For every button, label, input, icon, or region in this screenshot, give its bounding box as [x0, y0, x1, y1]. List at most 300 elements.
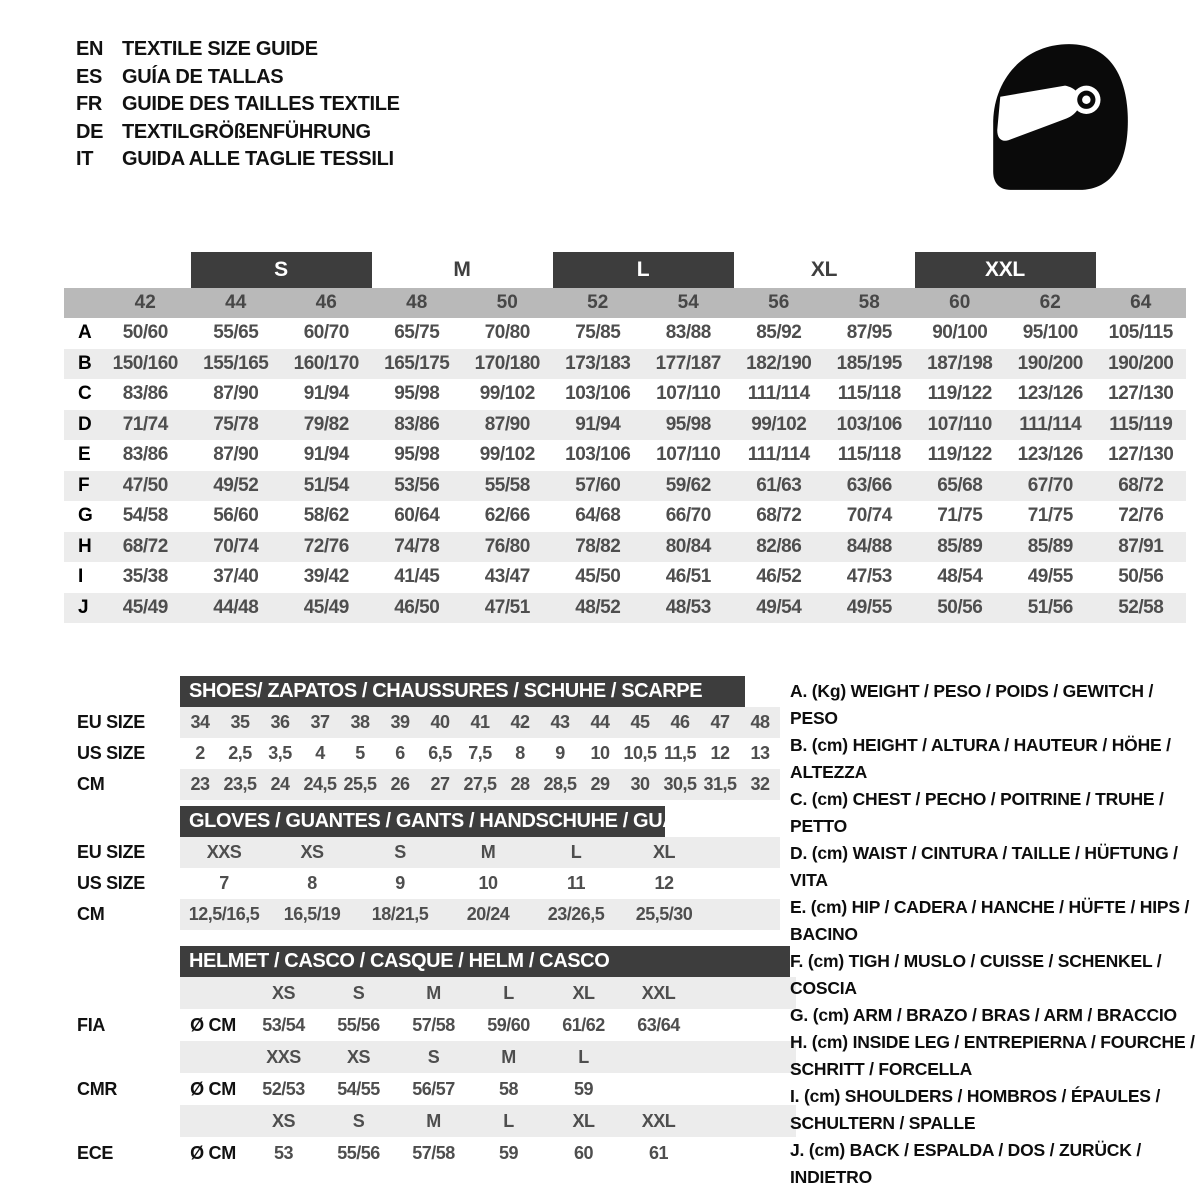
value-cell: 115/118 — [837, 383, 901, 405]
size-number-cell: 62 — [1005, 288, 1096, 318]
value-cell: 2,5 — [228, 743, 252, 763]
value-cell: 127/130 — [1108, 444, 1174, 466]
value-cell: 83/86 — [122, 383, 168, 405]
value-cell: 61 — [648, 1142, 669, 1163]
value-cell: 63/64 — [637, 1014, 680, 1035]
helmet-title-bar: HELMET / CASCO / CASQUE / HELM / CASCO — [180, 946, 790, 977]
row-label: F — [64, 471, 100, 502]
shoes-row — [60, 738, 780, 769]
value-cell: 39/42 — [303, 566, 349, 588]
value-cell: XXL — [641, 1110, 676, 1131]
value-cell: 55/58 — [462, 471, 553, 502]
value-cell: 41/45 — [394, 566, 440, 588]
value-cell: 99/102 — [479, 383, 535, 405]
legend-item: B. (cm) HEIGHT / ALTURA / HAUTEUR / HÖHE / ALTEZZA — [790, 735, 1171, 782]
value-cell: 43 — [550, 712, 570, 732]
value-cell: 95/98 — [394, 383, 440, 405]
language-item — [76, 146, 400, 174]
row-label: C — [78, 383, 92, 405]
row-cells — [180, 837, 780, 868]
value-cell: 119/122 — [927, 444, 992, 466]
value-cell: 87/95 — [846, 322, 892, 344]
language-code: IT — [76, 148, 94, 171]
value-cell: 65/68 — [915, 471, 1006, 502]
value-cell: XXS — [266, 1046, 301, 1067]
size-number-cell: 48 — [372, 288, 463, 318]
language-title: GUÍA DE TALLAS — [122, 65, 284, 88]
value-cell: 70/74 — [191, 532, 282, 563]
row-cells — [180, 1105, 796, 1137]
value-cell: 99/102 — [479, 444, 535, 466]
value-cell: 74/78 — [372, 532, 463, 563]
value-cell: 4 — [315, 743, 325, 763]
value-cell: 99/102 — [734, 410, 825, 441]
value-cell: 47 — [710, 712, 730, 732]
value-cell: 103/106 — [824, 410, 915, 441]
value-cell: 45/49 — [281, 593, 372, 624]
value-cell: 57/58 — [412, 1014, 455, 1035]
value-cell: 54/55 — [337, 1078, 380, 1099]
value-cell: 95/100 — [1022, 322, 1078, 344]
value-cell: 111/114 — [747, 383, 810, 405]
value-cell: 185/195 — [824, 349, 915, 380]
value-cell: XS — [346, 1046, 370, 1067]
language-item — [76, 91, 400, 119]
row-label: E — [78, 444, 91, 466]
size-number-cell: 56 — [734, 288, 825, 318]
size-number-cell: 60 — [915, 288, 1006, 318]
row-gutter-label: US SIZE — [77, 873, 145, 893]
row-label: D — [64, 410, 100, 441]
size-number-cell: 50 — [462, 288, 553, 318]
value-cell: 7,5 — [468, 743, 492, 763]
gloves-table — [60, 806, 780, 930]
value-cell: 107/110 — [656, 383, 721, 405]
value-cell: 64/68 — [575, 505, 621, 527]
value-cell: 13 — [750, 743, 770, 763]
value-cell: XL — [572, 982, 595, 1003]
value-cell: 68/72 — [100, 532, 191, 563]
value-cell: 68/72 — [1096, 471, 1187, 502]
value-cell: 43/47 — [484, 566, 530, 588]
value-cell: 85/89 — [1005, 532, 1096, 563]
row-label: H — [64, 532, 100, 563]
value-cell: 56/57 — [412, 1078, 455, 1099]
row-cells — [180, 868, 780, 899]
value-cell: S — [352, 1110, 365, 1131]
value-cell: 150/160 — [100, 349, 191, 380]
value-cell: 87/90 — [213, 383, 259, 405]
language-title: GUIDA ALLE TAGLIE TESSILI — [122, 148, 394, 171]
size-number-cell: 44 — [191, 288, 282, 318]
value-cell: 91/94 — [303, 444, 349, 466]
row-gutter-label: CM — [77, 774, 105, 794]
value-cell: 75/78 — [191, 410, 282, 441]
value-cell: 5 — [355, 743, 365, 763]
value-cell: L — [503, 982, 514, 1003]
value-cell: 10 — [590, 743, 610, 763]
legend-item: G. (cm) ARM / BRAZO / BRAS / ARM / BRACCIO — [790, 1005, 1177, 1025]
value-cell: 34 — [190, 712, 210, 732]
row-cells — [180, 1137, 796, 1169]
value-cell: 111/114 — [747, 444, 810, 466]
measurement-row — [64, 562, 1186, 593]
value-cell: 177/187 — [643, 349, 734, 380]
value-cell: 29 — [590, 774, 610, 794]
size-number-cell: 58 — [824, 288, 915, 318]
measurement-row — [64, 318, 1186, 349]
value-cell: 119/122 — [927, 383, 992, 405]
value-cell: 12 — [710, 743, 730, 763]
value-cell: 57/60 — [553, 471, 644, 502]
value-cell: 65/75 — [394, 322, 440, 344]
measurement-row — [64, 501, 1186, 532]
value-cell: 91/94 — [303, 383, 349, 405]
legend-item: C. (cm) CHEST / PECHO / POITRINE / TRUHE / PETTO — [790, 789, 1164, 836]
value-cell: 170/180 — [462, 349, 553, 380]
value-cell: S — [427, 1046, 440, 1067]
value-cell: 53/56 — [372, 471, 463, 502]
row-label: I — [78, 566, 84, 588]
value-cell: 190/200 — [1005, 349, 1096, 380]
measurement-legend — [790, 678, 1198, 1191]
row-gutter-label: EU SIZE — [77, 712, 145, 732]
value-cell: 27 — [430, 774, 450, 794]
value-cell: 30,5 — [663, 774, 697, 794]
language-title: TEXTILGRÖßENFÜHRUNG — [122, 120, 371, 143]
value-cell: 51/54 — [281, 471, 372, 502]
value-cell: 20/24 — [466, 904, 510, 924]
value-cell: XS — [271, 982, 295, 1003]
value-cell: 79/82 — [281, 410, 372, 441]
gloves-title-bar: GLOVES / GUANTES / GANTS / HANDSCHUHE / GUANTI — [180, 806, 665, 837]
racing-helmet-icon — [978, 36, 1140, 198]
value-cell: XXL — [641, 982, 676, 1003]
value-cell: 11 — [566, 873, 586, 893]
value-cell: 37 — [310, 712, 330, 732]
measurement-row — [64, 379, 1186, 410]
value-cell: M — [426, 1110, 441, 1131]
value-cell: 28,5 — [543, 774, 577, 794]
measurement-row — [64, 440, 1186, 471]
value-cell: 107/110 — [656, 444, 721, 466]
value-cell: 27,5 — [463, 774, 497, 794]
value-cell: XS — [271, 1110, 295, 1131]
size-group-cell-dark: S — [191, 252, 372, 288]
value-cell: 49/55 — [1027, 566, 1073, 588]
value-cell: 127/130 — [1108, 383, 1174, 405]
value-cell: XS — [300, 842, 324, 862]
value-cell: 52/58 — [1096, 593, 1187, 624]
language-list — [76, 36, 400, 174]
value-cell: 6 — [395, 743, 405, 763]
value-cell: 123/126 — [1017, 383, 1083, 405]
value-cell: S — [394, 842, 406, 862]
value-cell: 46/51 — [665, 566, 711, 588]
size-number-spacer — [64, 288, 100, 318]
language-item — [76, 36, 400, 64]
value-cell: 59 — [573, 1078, 594, 1099]
value-cell: 123/126 — [1017, 444, 1083, 466]
helmet-table — [60, 946, 796, 1169]
size-group-cell: M — [453, 258, 471, 281]
value-cell: 8 — [307, 873, 317, 893]
row-label: B — [64, 349, 100, 380]
value-cell: L — [570, 842, 582, 862]
shoes-title-bar: SHOES/ ZAPATOS / CHAUSSURES / SCHUHE / SCARPE — [180, 676, 745, 707]
value-cell: 42 — [510, 712, 530, 732]
value-cell: 10 — [478, 873, 498, 893]
size-number-row — [64, 288, 1186, 318]
value-cell: 87/91 — [1096, 532, 1187, 563]
value-cell: 48 — [750, 712, 770, 732]
value-cell: 165/175 — [372, 349, 463, 380]
value-cell: 160/170 — [281, 349, 372, 380]
value-cell: 115/118 — [837, 444, 901, 466]
value-cell: 70/74 — [846, 505, 892, 527]
value-cell: 83/88 — [665, 322, 711, 344]
value-cell: 57/58 — [412, 1142, 455, 1163]
value-cell: 71/75 — [1027, 505, 1073, 527]
value-cell: 87/90 — [213, 444, 259, 466]
gloves-row — [60, 868, 780, 899]
value-cell: 6,5 — [428, 743, 452, 763]
row-gutter-label: CM — [77, 904, 105, 924]
value-cell: 55/65 — [213, 322, 259, 344]
value-cell: 85/92 — [756, 322, 802, 344]
value-cell: 50/60 — [122, 322, 168, 344]
row-gutter-label: FIA — [77, 1014, 106, 1035]
value-cell: 59/62 — [643, 471, 734, 502]
value-cell: Ø CM — [190, 1142, 236, 1163]
value-cell: 45/50 — [575, 566, 621, 588]
value-cell: 41 — [470, 712, 490, 732]
value-cell: 23/26,5 — [547, 904, 605, 924]
legend-item: D. (cm) WAIST / CINTURA / TAILLE / HÜFTUNG / VITA — [790, 843, 1178, 890]
size-group-cell-dark: L — [553, 252, 734, 288]
row-cells — [180, 707, 780, 738]
value-cell: 87/90 — [462, 410, 553, 441]
value-cell: 85/89 — [915, 532, 1006, 563]
value-cell: 58 — [498, 1078, 519, 1099]
shoes-row — [60, 769, 780, 800]
value-cell: 50/56 — [1118, 566, 1164, 588]
value-cell: 84/88 — [824, 532, 915, 563]
value-cell: 54/58 — [122, 505, 168, 527]
value-cell: XL — [652, 842, 675, 862]
row-gutter-label: ECE — [77, 1142, 114, 1163]
value-cell: 107/110 — [915, 410, 1006, 441]
measurement-row — [64, 532, 1186, 563]
value-cell: 16,5/19 — [283, 904, 341, 924]
value-cell: L — [503, 1110, 514, 1131]
value-cell: 91/94 — [553, 410, 644, 441]
legend-item: I. (cm) SHOULDERS / HOMBROS / ÉPAULES / SCHULTERN / SPALLE — [790, 1086, 1161, 1133]
value-cell: 52/53 — [262, 1078, 305, 1099]
value-cell: 50/56 — [915, 593, 1006, 624]
helmet-row — [60, 1041, 796, 1073]
measurement-row — [64, 593, 1186, 624]
measurement-row — [64, 349, 1186, 380]
value-cell: 3,5 — [268, 743, 292, 763]
legend-item: F. (cm) TIGH / MUSLO / CUISSE / SCHENKEL / COSCIA — [790, 951, 1162, 998]
value-cell: 71/74 — [100, 410, 191, 441]
value-cell: 76/80 — [462, 532, 553, 563]
value-cell: 58/62 — [303, 505, 349, 527]
row-cells — [180, 899, 780, 930]
value-cell: 103/106 — [565, 383, 631, 405]
value-cell: 95/98 — [394, 444, 440, 466]
value-cell: 47/53 — [846, 566, 892, 588]
value-cell: 48/52 — [553, 593, 644, 624]
row-cells — [180, 1073, 796, 1105]
value-cell: XL — [572, 1110, 595, 1131]
value-cell: 23,5 — [223, 774, 257, 794]
value-cell: 72/76 — [1118, 505, 1164, 527]
helmet-row — [60, 1009, 796, 1041]
size-number-cell: 46 — [281, 288, 372, 318]
shoes-row — [60, 707, 780, 738]
language-title: TEXTILE SIZE GUIDE — [122, 38, 318, 61]
value-cell: 49/55 — [824, 593, 915, 624]
gloves-row — [60, 837, 780, 868]
value-cell: S — [352, 982, 365, 1003]
value-cell: 62/66 — [484, 505, 530, 527]
language-item — [76, 119, 400, 147]
value-cell: Ø CM — [190, 1078, 236, 1099]
row-cells — [180, 977, 796, 1009]
shoes-table — [60, 676, 780, 800]
size-group-header-row — [64, 252, 1186, 288]
row-gutter-label: EU SIZE — [77, 842, 145, 862]
language-title: GUIDE DES TAILLES TEXTILE — [122, 93, 400, 116]
measurement-row — [64, 410, 1186, 441]
value-cell: 36 — [270, 712, 290, 732]
value-cell: 12,5/16,5 — [188, 904, 260, 924]
value-cell: 24 — [270, 774, 290, 794]
value-cell: 46/52 — [756, 566, 802, 588]
value-cell: 187/198 — [915, 349, 1006, 380]
value-cell: 25,5/30 — [635, 904, 693, 924]
value-cell: 56/60 — [213, 505, 259, 527]
value-cell: 75/85 — [575, 322, 621, 344]
value-cell: 38 — [350, 712, 370, 732]
value-cell: Ø CM — [190, 1014, 236, 1035]
value-cell: 35 — [230, 712, 250, 732]
value-cell: 37/40 — [213, 566, 259, 588]
value-cell: M — [480, 842, 496, 862]
gloves-row — [60, 899, 780, 930]
value-cell: 59/60 — [487, 1014, 530, 1035]
value-cell: 9 — [555, 743, 565, 763]
value-cell: 83/86 — [372, 410, 463, 441]
language-code: ES — [76, 65, 103, 88]
textile-size-table — [64, 252, 1186, 623]
value-cell: 115/119 — [1096, 410, 1187, 441]
value-cell: 30 — [630, 774, 650, 794]
value-cell: 61/63 — [734, 471, 825, 502]
value-cell: 10,5 — [623, 743, 657, 763]
value-cell: 72/76 — [281, 532, 372, 563]
value-cell: 28 — [510, 774, 530, 794]
value-cell: 24,5 — [303, 774, 337, 794]
language-code: DE — [76, 120, 104, 143]
value-cell: 31,5 — [703, 774, 737, 794]
value-cell: 155/165 — [191, 349, 282, 380]
value-cell: 60/70 — [303, 322, 349, 344]
value-cell: 51/56 — [1005, 593, 1096, 624]
legend-item: H. (cm) INSIDE LEG / ENTREPIERNA / FOURCHE / SCHRITT / FORCELLA — [790, 1032, 1195, 1079]
value-cell: 46 — [670, 712, 690, 732]
value-cell: 55/56 — [337, 1142, 380, 1163]
value-cell: 32 — [750, 774, 770, 794]
value-cell: 78/82 — [553, 532, 644, 563]
value-cell: 66/70 — [665, 505, 711, 527]
value-cell: 12 — [654, 873, 674, 893]
row-label: G — [78, 505, 93, 527]
value-cell: 47/51 — [462, 593, 553, 624]
value-cell: M — [501, 1046, 516, 1067]
value-cell: 35/38 — [122, 566, 168, 588]
row-gutter-label: CMR — [77, 1078, 118, 1099]
value-cell: 48/54 — [937, 566, 983, 588]
language-item — [76, 64, 400, 92]
helmet-row — [60, 1137, 796, 1169]
value-cell: 44 — [590, 712, 610, 732]
value-cell: 71/75 — [937, 505, 983, 527]
size-group-cell — [1096, 252, 1187, 288]
value-cell: M — [426, 982, 441, 1003]
value-cell: 82/86 — [734, 532, 825, 563]
size-number-cell: 64 — [1096, 288, 1187, 318]
value-cell: 46/50 — [372, 593, 463, 624]
legend-item: J. (cm) BACK / ESPALDA / DOS / ZURÜCK / INDIETRO — [790, 1140, 1141, 1187]
value-cell: 95/98 — [643, 410, 734, 441]
row-gutter-label: US SIZE — [77, 743, 145, 763]
value-cell: 45 — [630, 712, 650, 732]
value-cell: 182/190 — [734, 349, 825, 380]
value-cell: 45/49 — [100, 593, 191, 624]
size-number-cell: 42 — [100, 288, 191, 318]
value-cell: 61/62 — [562, 1014, 605, 1035]
textile-table-body — [64, 252, 1186, 623]
value-cell: 49/54 — [734, 593, 825, 624]
value-cell: 47/50 — [100, 471, 191, 502]
legend-item: A. (Kg) WEIGHT / PESO / POIDS / GEWITCH / PESO — [790, 681, 1154, 728]
value-cell: 60/64 — [394, 505, 440, 527]
value-cell: 105/115 — [1108, 322, 1173, 344]
value-cell: 60 — [573, 1142, 594, 1163]
value-cell: 2 — [195, 743, 205, 763]
row-label: A — [78, 322, 92, 344]
value-cell: 83/86 — [122, 444, 168, 466]
value-cell: 9 — [395, 873, 405, 893]
value-cell: 190/200 — [1096, 349, 1187, 380]
value-cell: 67/70 — [1005, 471, 1096, 502]
value-cell: 49/52 — [191, 471, 282, 502]
row-cells — [180, 769, 780, 800]
value-cell: 18/21,5 — [371, 904, 429, 924]
value-cell: 25,5 — [343, 774, 377, 794]
value-cell: 39 — [390, 712, 410, 732]
value-cell: 55/56 — [337, 1014, 380, 1035]
value-cell: 80/84 — [643, 532, 734, 563]
helmet-row — [60, 977, 796, 1009]
value-cell: L — [578, 1046, 589, 1067]
language-code: FR — [76, 93, 103, 116]
measurement-row — [64, 471, 1186, 502]
language-code: EN — [76, 38, 104, 61]
